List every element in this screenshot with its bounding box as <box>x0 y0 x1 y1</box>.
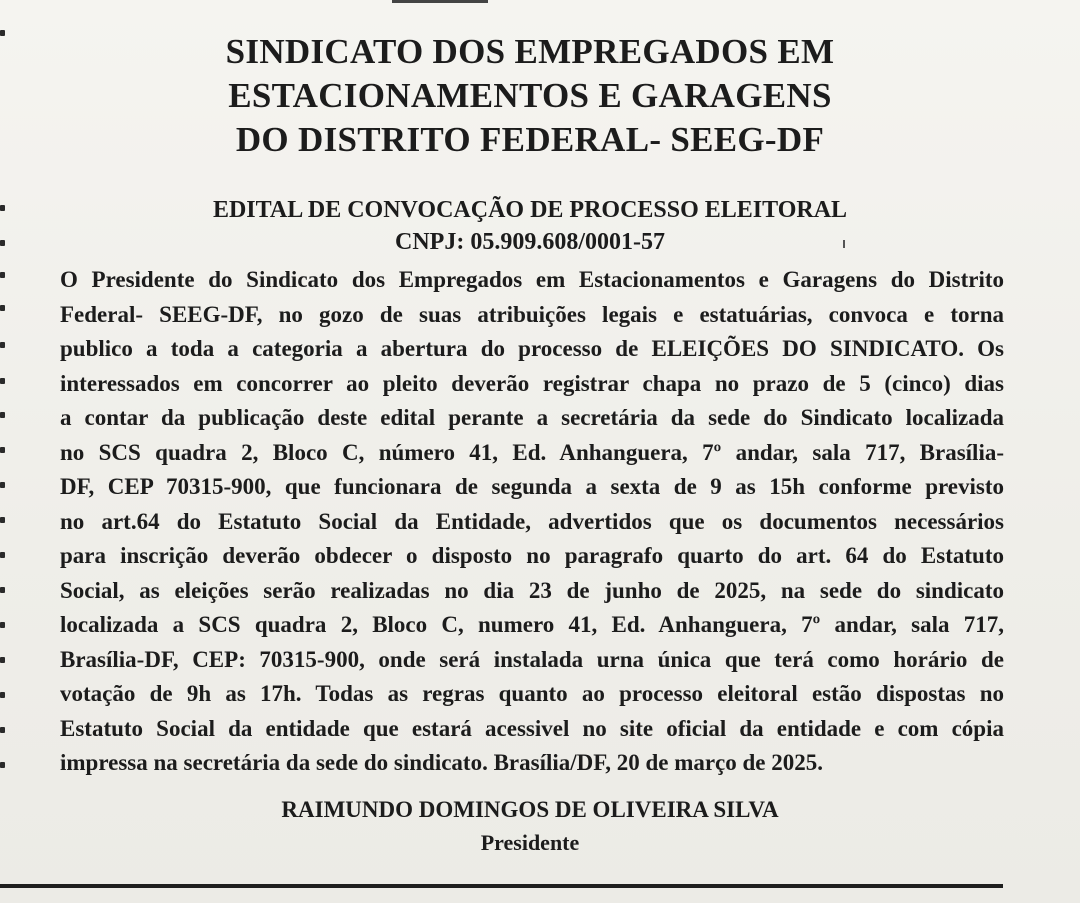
title-line: ESTACIONAMENTOS E GARAGENS <box>228 76 832 115</box>
edital-heading: EDITAL DE CONVOCAÇÃO DE PROCESSO ELEITORAL <box>212 197 848 223</box>
edital-body <box>60 263 1004 781</box>
body-line: Social, as eleições serão realizadas no dia 23 de junho de 2025, na sede do sindicato <box>60 577 1004 603</box>
body-line: para inscrição deverão obdecer o disposto no paragrafo quarto do art. 64 do Estatuto <box>60 543 1004 568</box>
body-line: Brasília-DF, CEP: 70315-900, onde será instalada urna única que terá como horário de <box>60 646 1004 672</box>
title-line: DO DISTRITO FEDERAL- SEEG-DF <box>235 120 825 159</box>
signer-role: Presidente <box>480 830 580 855</box>
top-rule-fragment <box>392 0 488 3</box>
title-line: SINDICATO DOS EMPREGADOS EM <box>225 32 835 71</box>
body-line: no art.64 do Estatuto Social da Entidade, advertidos que os documentos necessários <box>60 508 1004 534</box>
body-line: publico a toda a categoria a abertura do processo de ELEIÇÕES DO SINDICATO. Os <box>60 336 1004 361</box>
body-line: DF, CEP 70315-900, que funcionara de segunda a sexta de 9 as 15h conforme previsto <box>60 474 1004 499</box>
body-line: O Presidente do Sindicato dos Empregados em Estacionamentos e Garagens do Distrito <box>60 267 1004 292</box>
cnpj-line: CNPJ: 05.909.608/0001-57 <box>395 229 665 255</box>
bottom-rule <box>0 884 1003 888</box>
body-line: a contar da publicação deste edital perante a secretária da sede do Sindicato localizada <box>60 405 1004 430</box>
body-line: localizada a SCS quadra 2, Bloco C, numero 41, Ed. Anhanguera, 7º andar, sala 717, <box>60 612 1004 637</box>
body-line: Estatuto Social da entidade que estará acessivel no site oficial da entidade e com cópia <box>60 715 1004 741</box>
scan-left-edge-marks <box>0 0 8 903</box>
body-line: impressa na secretária da sede do sindicato. Brasília/DF, 20 de março de 2025. <box>60 750 824 775</box>
print-speck <box>843 240 845 248</box>
body-line: interessados em concorrer ao pleito deverão registrar chapa no prazo de 5 (cinco) dias <box>60 370 1004 396</box>
signer-name: RAIMUNDO DOMINGOS DE OLIVEIRA SILVA <box>281 797 779 822</box>
body-line: votação de 9h as 17h. Todas as regras quanto ao processo eleitoral estão dispostas no <box>60 681 1004 706</box>
body-line: Federal- SEEG-DF, no gozo de suas atribuições legais e estatuárias, convoca e torna <box>60 301 1004 327</box>
union-name-title <box>150 30 910 162</box>
body-line: no SCS quadra 2, Bloco C, número 41, Ed. Anhanguera, 7º andar, sala 717, Brasília- <box>60 439 1004 465</box>
